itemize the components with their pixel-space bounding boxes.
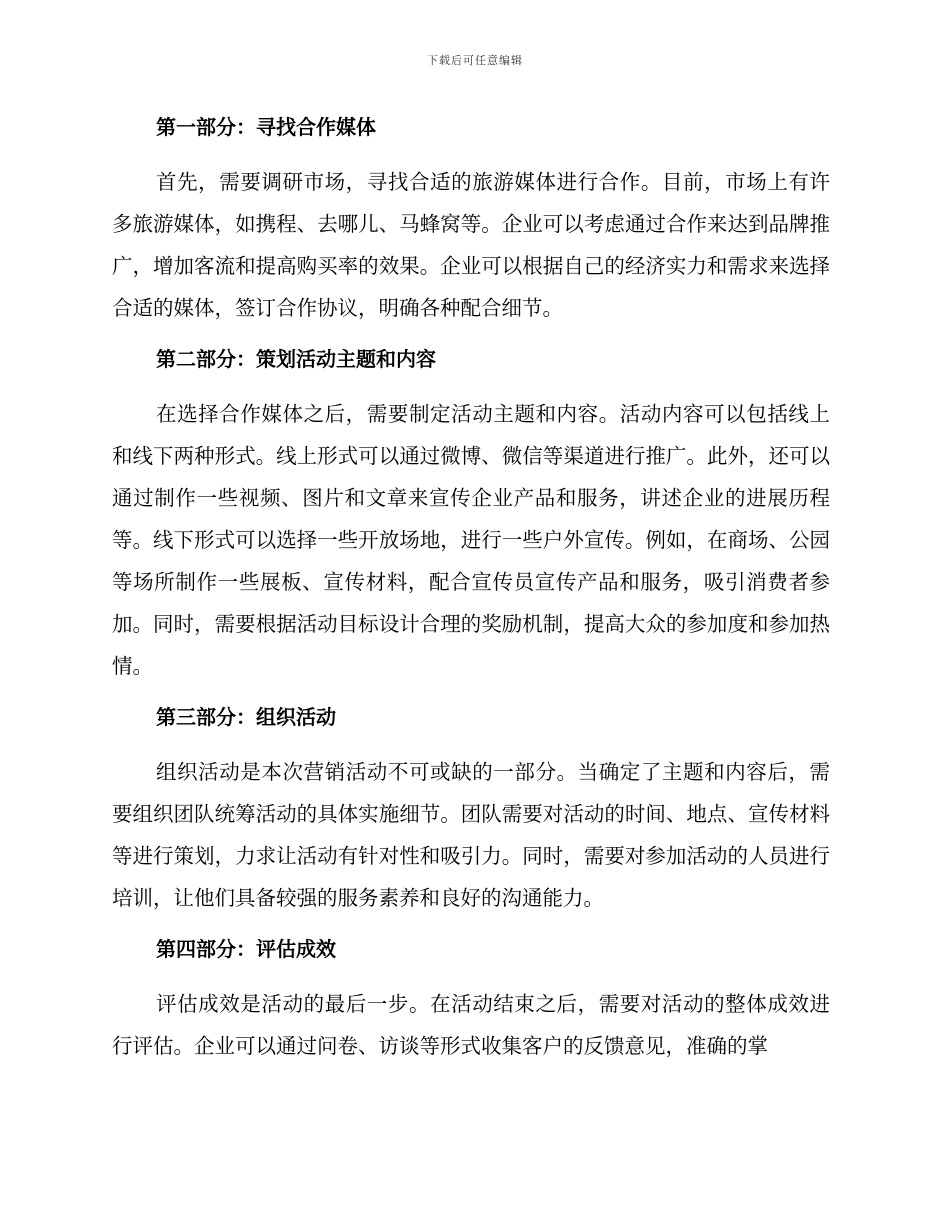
section-paragraph: 评估成效是活动的最后一步。在活动结束之后，需要对活动的整体成效进行评估。企业可以通过问卷、访谈等形式收集客户的反馈意见，准确的掌 <box>112 992 830 1058</box>
section-paragraph: 首先，需要调研市场，寻找合适的旅游媒体进行合作。目前，市场上有许多旅游媒体，如携程、去哪儿、马蜂窝等。企业可以考虑通过合作来达到品牌推广，增加客流和提高购买率的效果。企业可以根据自己的经济实力和需求来选择合适的媒体，签订合作协议，明确各种配合细节。 <box>112 170 830 320</box>
document-body <box>112 111 830 1067</box>
section-paragraph: 组织活动是本次营销活动不可或缺的一部分。当确定了主题和内容后，需要组织团队统筹活动的具体实施细节。团队需要对活动的时间、地点、宣传材料等进行策划，力求让活动有针对性和吸引力。同时，需要对参加活动的人员进行培训，让他们具备较强的服务素养和良好的沟通能力。 <box>112 760 830 910</box>
section-paragraph: 在选择合作媒体之后，需要制定活动主题和内容。活动内容可以包括线上和线下两种形式。线上形式可以通过微博、微信等渠道进行推广。此外，还可以通过制作一些视频、图片和文章来宣传企业产品和服务，讲述企业的进展历程等。线下形式可以选择一些开放场地，进行一些户外宣传。例如，在商场、公园等场所制作一些展板、宣传材料，配合宣传员宣传产品和服务，吸引消费者参加。同时，需要根据活动目标设计合理的奖励机制，提高大众的参加度和参加热情。 <box>112 402 830 678</box>
section-heading: 第三部分：组织活动 <box>156 705 336 729</box>
section-heading: 第四部分：评估成效 <box>156 937 336 961</box>
section-4 <box>112 933 830 1067</box>
page-header: 下载后可任意编辑 <box>427 54 523 67</box>
section-heading: 第一部分：寻找合作媒体 <box>156 115 376 139</box>
section-3 <box>112 701 830 933</box>
section-1 <box>112 111 830 343</box>
section-2 <box>112 343 830 701</box>
section-heading: 第二部分：策划活动主题和内容 <box>156 347 436 371</box>
